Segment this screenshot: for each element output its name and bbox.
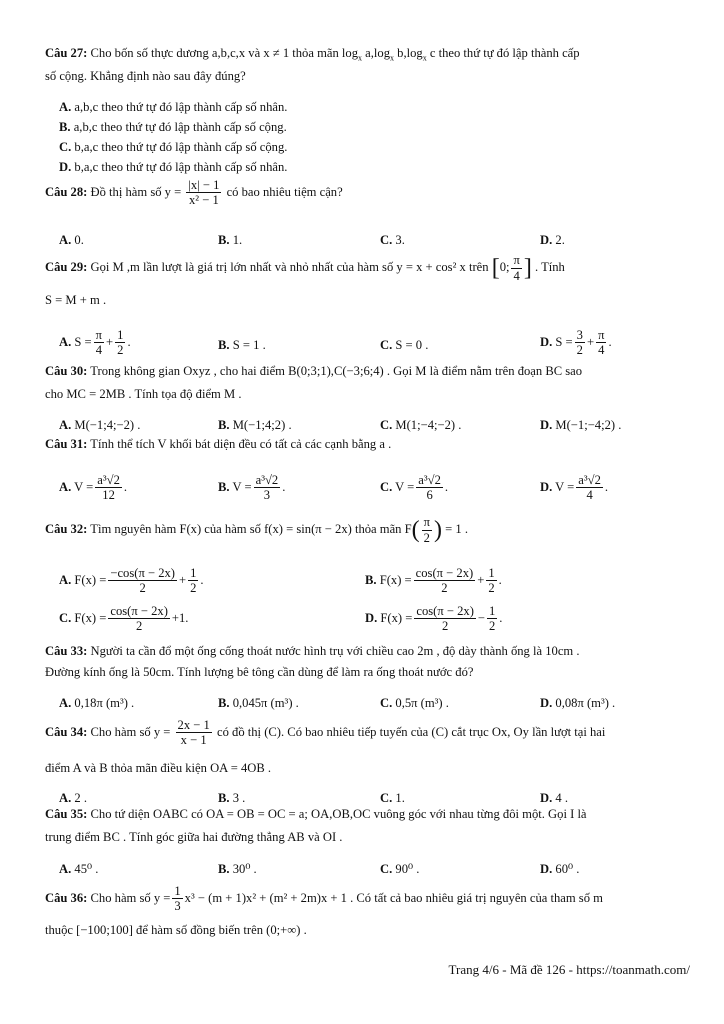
q27-label: Câu 27: — [45, 46, 88, 60]
q32-option-c: C. F(x) = $\frac{\cos(\pi - 2x)}{2}$ +1. — [59, 604, 189, 634]
q32-label: Câu 32: — [45, 521, 88, 536]
q34-label: Câu 34: — [45, 724, 88, 739]
q30-option-d: D. M(−1;−4;2) . — [540, 418, 622, 432]
q31-label: Câu 31: — [45, 437, 88, 451]
q30-option-c: C. M(1;−4;−2) . — [380, 418, 462, 432]
q28-option-d: D. 2. — [540, 233, 565, 247]
q31-option-c: C. V = $\frac{\text{a³√2}}{6}$ . — [380, 473, 449, 503]
q34-option-a: A. 2 . — [59, 791, 87, 805]
q27-option-c: C. b,a,c theo thứ tự đó lập thành cấp số cộng. — [59, 140, 288, 154]
q35-stem: Câu 35: Cho tứ diện OABC có OA = OB = OC = a; OA,OB,OC vuông góc với nhau từng đôi một. Gọi I là — [45, 807, 587, 821]
q33-stem: Câu 33: Người ta cần đổ một ống cống thoát nước hình trụ với chiều cao 2m , độ dày thành ống là 10cm . — [45, 644, 580, 658]
q28-fraction: $\frac{|x| - 1}{\text{x² − 1}}$ — [188, 178, 220, 208]
page-footer: Trang 4/6 - Mã đề 126 - https://toanmath.com/ — [448, 962, 690, 977]
q33-option-a: A. 0,18π (m³) . — [59, 696, 135, 710]
q36-label: Câu 36: — [45, 890, 88, 905]
q29-label: Câu 29: — [45, 259, 88, 274]
q27-option-b: B. a,b,c theo thứ tự đó lập thành cấp số cộng. — [59, 120, 287, 134]
q35-option-b: B. 30⁰ . — [218, 862, 257, 876]
q28-stem: Câu 28: Đồ thị hàm số y = $\frac{|x| - 1}{\text{x² − 1}}$ có bao nhiêu tiệm cận? — [45, 178, 343, 208]
q35-option-a: A. 45⁰ . — [59, 862, 99, 876]
q29-stem-line2: S = M + m . — [45, 293, 107, 307]
q29-option-c: C. S = 0 . — [380, 338, 429, 352]
q28-label: Câu 28: — [45, 184, 88, 199]
q29-option-b: B. S = 1 . — [218, 338, 266, 352]
q32-stem: Câu 32: Tìm nguyên hàm F(x) của hàm số f(x) = sin(π − 2x) thỏa mãn F( $\frac{\pi}{2}$ ) = 1 . — [45, 515, 468, 545]
q33-option-d: D. 0,08π (m³) . — [540, 696, 616, 710]
q27-option-d: D. b,a,c theo thứ tự đó lập thành cấp số nhân. — [59, 160, 288, 174]
q33-label: Câu 33: — [45, 644, 88, 658]
q30-stem-line2: cho MC = 2MB . Tính tọa độ điểm M . — [45, 387, 242, 401]
q28-option-c: C. 3. — [380, 233, 405, 247]
q33-option-c: C. 0,5π (m³) . — [380, 696, 449, 710]
q35-stem-line2: trung điểm BC . Tính góc giữa hai đường thẳng AB và OI . — [45, 830, 343, 844]
q35-option-c: C. 90⁰ . — [380, 862, 420, 876]
q34-option-b: B. 3 . — [218, 791, 246, 805]
q32-option-a: A. F(x) = $\frac{-\cos(\pi - 2x)}{2}$ + $\frac{1}{2}$ . — [59, 566, 204, 596]
q34-stem-line2: điểm A và B thỏa mãn điều kiện OA = 4OB . — [45, 761, 272, 775]
q27-option-a: A. a,b,c theo thứ tự đó lập thành cấp số nhân. — [59, 100, 288, 114]
q36-stem: Câu 36: Cho hàm số y = $\frac{1}{3}$ x³ − (m + 1)x² + (m² + 2m)x + 1 . Có tất cả bao nhiêu giá trị nguyên của tham số m — [45, 884, 603, 914]
q31-option-b: B. V = $\frac{\text{a³√2}}{3}$ . — [218, 473, 286, 503]
q29-stem: Câu 29: Gọi M ,m lần lượt là giá trị lớn nhất và nhỏ nhất của hàm số y = x + cos² x trên [0; $\frac{\pi}{4}$ ] . Tính — [45, 253, 565, 283]
q29-option-d: D. S = $\frac{3}{2}$ + $\frac{\pi}{4}$ . — [540, 328, 612, 358]
q35-option-d: D. 60⁰ . — [540, 862, 580, 876]
q30-label: Câu 30: — [45, 364, 88, 378]
q29-option-a: A. S = $\frac{\pi}{4}$ + $\frac{1}{2}$ . — [59, 328, 131, 358]
q30-stem: Câu 30: Trong không gian Oxyz , cho hai điểm B(0;3;1),C(−3;6;4) . Gọi M là điểm nằm trên đoạn BC sao — [45, 364, 583, 378]
q36-stem-line2: thuộc [−100;100] để hàm số đồng biến trên (0;+∞) . — [45, 923, 307, 937]
q32-option-d: D. F(x) = $\frac{\cos(\pi - 2x)}{2}$ − $\frac{1}{2}$ . — [365, 604, 503, 634]
q30-option-b: B. M(−1;4;2) . — [218, 418, 292, 432]
q33-stem-line2: Đường kính ống là 50cm. Tính lượng bê tông cần dùng để làm ra ống thoát nước đó? — [45, 665, 474, 679]
q28-option-b: B. 1. — [218, 233, 243, 247]
q27-stem: Câu 27: Cho bốn số thực dương a,b,c,x và x ≠ 1 thỏa mãn $\log_x a,\log_x$ $b,\log_x$ c theo thứ tự đó lập thành cấp — [45, 46, 580, 63]
q30-option-a: A. M(−1;4;−2) . — [59, 418, 141, 432]
q34-stem: Câu 34: Cho hàm số y = $\frac{2x - 1}{x - 1}$ có đồ thị (C). Có bao nhiêu tiếp tuyến của (C) cắt trục Ox, Oy lần lượt tại hai — [45, 718, 606, 748]
q28-option-a: A. 0. — [59, 233, 84, 247]
q34-option-c: C. 1. — [380, 791, 405, 805]
q27-stem-line2: số cộng. Khẳng định nào sau đây đúng? — [45, 69, 246, 83]
q32-option-b: B. F(x) = $\frac{\cos(\pi - 2x)}{2}$ + $\frac{1}{2}$ . — [365, 566, 502, 596]
q31-stem: Câu 31: Tính thể tích V khối bát diện đều có tất cả các cạnh bằng a . — [45, 437, 392, 451]
q34-option-d: D. 4 . — [540, 791, 568, 805]
q31-option-a: A. V = $\frac{\text{a³√2}}{12}$ . — [59, 473, 128, 503]
q35-label: Câu 35: — [45, 807, 88, 821]
q31-option-d: D. V = $\frac{\text{a³√2}}{4}$ . — [540, 473, 609, 503]
q33-option-b: B. 0,045π (m³) . — [218, 696, 299, 710]
